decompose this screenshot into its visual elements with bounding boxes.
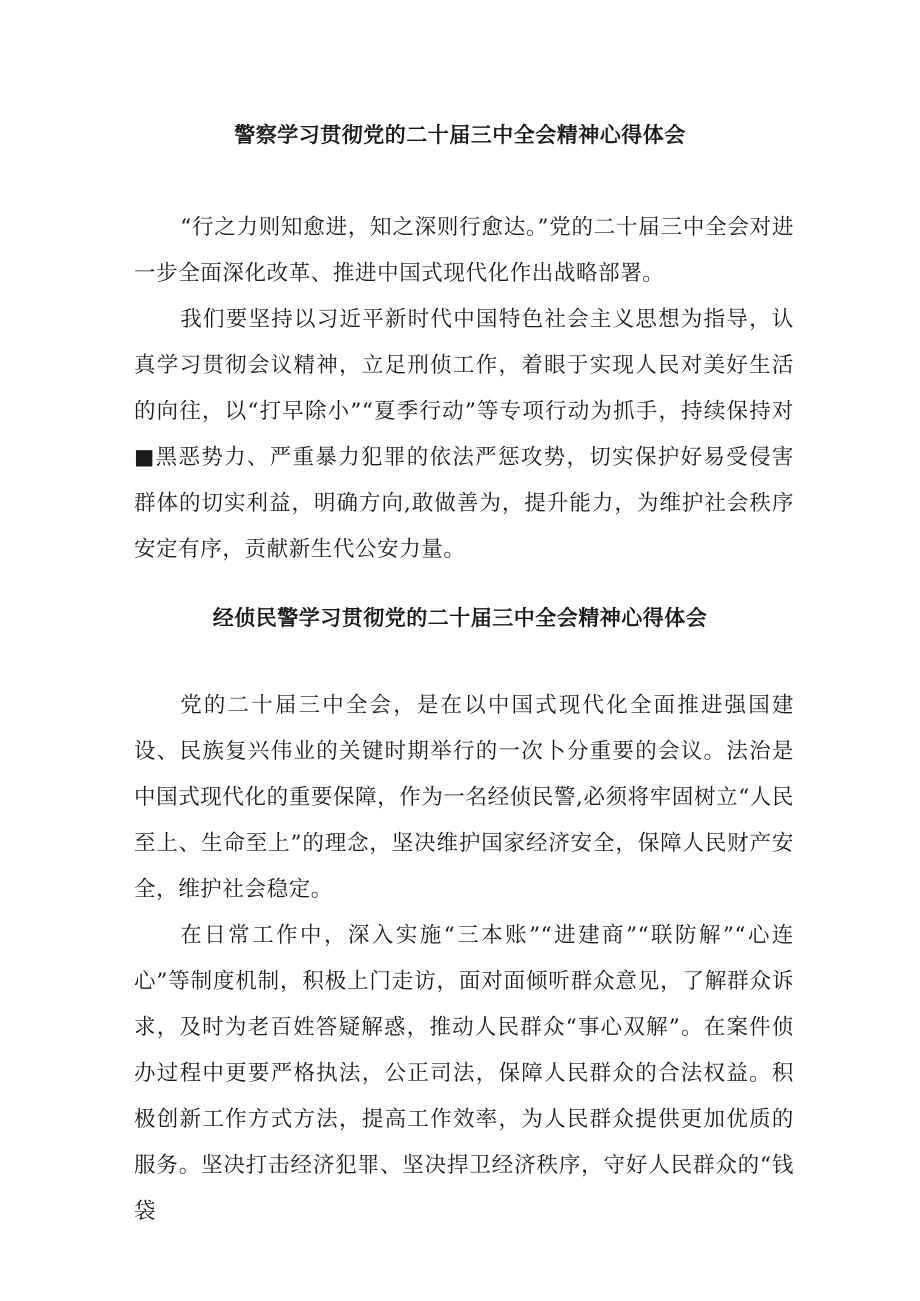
section-2-paragraph-2: 在日常工作中，深入实施“三本账”“进建商”“联防解”“心连心”等制度机制，积极上门走访，面对面倾听群众意见，了解群众诉求，及时为老百姓答疑解惑，推动人民群众“事心双解”。在案件侦办过程中更要严格执法，公正司法，保障人民群众的合法权益。积极创新工作方式方法，提高工作效率，为人民群众提供更加优质的服务。坚决打击经济犯罪、坚决捍卫经济秩序，守好人民群众的“钱袋 xyxy=(134,923,794,1224)
section-1-paragraph-1: “行之力则知愈进，知之深则行愈达。”党的二十届三中全会对进一步全面深化改革、推进中国式现代化作出战略部署。 xyxy=(134,215,794,286)
section-1-title: 警察学习贯彻党的二十届三中全会精神心得体会 xyxy=(234,123,686,147)
section-2-paragraph-1: 党的二十届三中全会，是在以中国式现代化全面推进强国建设、民族复兴伟业的关键时期举行的一次卜分重要的会议。法治是中国式现代化的重要保障，作为一名经侦民警,必须将牢固树立“人民至上、生命至上”的理念，坚决维护国家经济安全，保障人民财产安全，维护社会稳定。 xyxy=(134,693,794,902)
section-2-title: 经侦民警学习贯彻党的二十届三中全会精神心得体会 xyxy=(212,606,708,630)
section-1-paragraph-2: 我们要坚持以习近平新时代中国特色社会主义思想为指导，认真学习贯彻会议精神，立足刑侦工作，着眼于实现人民对美好生活的向往，以“打早除小”“夏季行动”等专项行动为抓手，持续保持对■黑恶势力、严重暴力犯罪的依法严惩攻势，切实保护好易受侵害群体的切实利益，明确方向,敢做善为，提升能力，为维护社会秩序安定有序，贡献新生代公安力量。 xyxy=(134,307,794,562)
